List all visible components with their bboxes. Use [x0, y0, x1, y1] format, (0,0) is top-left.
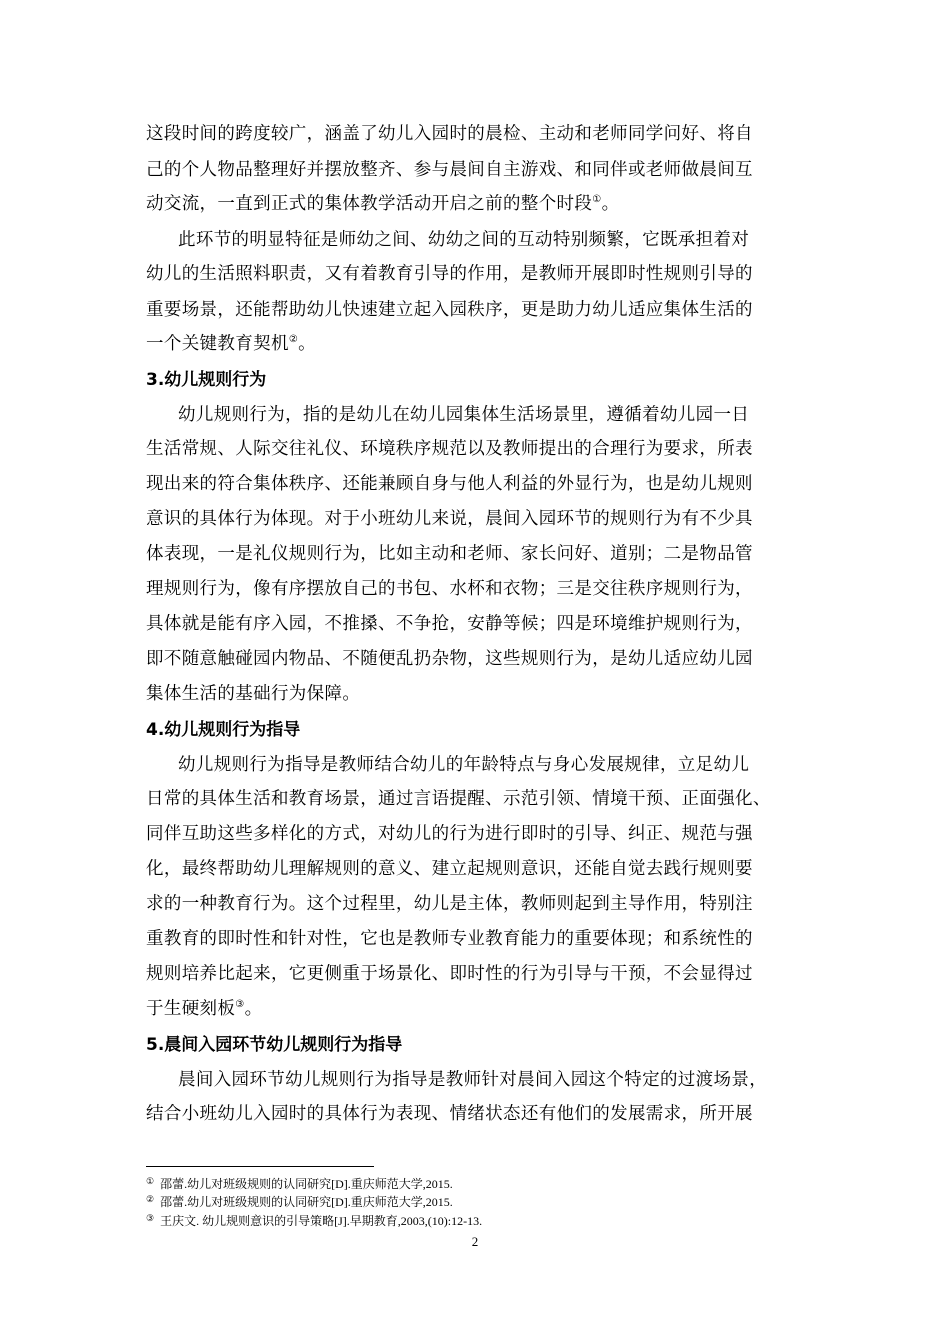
body-text-line: 这段时间的跨度较广，涵盖了幼儿入园时的晨检、主动和老师同学问好、将自	[146, 124, 753, 144]
body-text-line: 幼儿的生活照料职责，又有着教育引导的作用，是教师开展即时性规则引导的	[146, 264, 753, 284]
body-text-line: 具体就是能有序入园，不推搡、不争抢，安静等候；四是环境维护规则行为，	[146, 614, 753, 634]
body-text-line: 己的个人物品整理好并摆放整齐、参与晨间自主游戏、和同伴或老师做晨间互	[146, 160, 753, 180]
footnote-ref: ①	[592, 194, 602, 205]
footnote: ① 邵蕾.幼儿对班级规则的认同研究[D].重庆师范大学,2015.	[146, 1176, 453, 1191]
section-heading: 4.幼儿规则行为指导	[146, 720, 301, 740]
body-text-line: 晨间入园环节幼儿规则行为指导是教师针对晨间入园这个特定的过渡场景，	[178, 1070, 768, 1090]
footnote-ref: ③	[235, 999, 245, 1010]
body-text-line: 即不随意触碰园内物品、不随便乱扔杂物，这些规则行为，是幼儿适应幼儿园	[146, 649, 753, 669]
body-text-line: 一个关键教育契机②。	[146, 334, 316, 354]
body-text-line: 规则培养比起来，它更侧重于场景化、即时性的行为引导与干预，不会显得过	[146, 964, 753, 984]
body-text-line: 集体生活的基础行为保障。	[146, 684, 361, 704]
body-text-line: 生活常规、人际交往礼仪、环境秩序规范以及教师提出的合理行为要求，所表	[146, 439, 753, 459]
body-text-line: 求的一种教育行为。这个过程里，幼儿是主体，教师则起到主导作用，特别注	[146, 894, 753, 914]
body-text-line: 重教育的即时性和针对性，它也是教师专业教育能力的重要体现；和系统性的	[146, 929, 753, 949]
footnote-ref: ②	[288, 334, 299, 345]
section-heading: 3.幼儿规则行为	[146, 370, 267, 390]
page-number: 2	[471, 1234, 479, 1249]
body-text-line: 理规则行为，像有序摆放自己的书包、水杯和衣物；三是交往秩序规则行为，	[146, 579, 753, 599]
body-text-line: 重要场景，还能帮助幼儿快速建立起入园秩序，更是助力幼儿适应集体生活的	[146, 300, 753, 320]
body-text-line: 动交流，一直到正式的集体教学活动开启之前的整个时段①。	[146, 194, 620, 214]
footnote: ③ 王庆文. 幼儿规则意识的引导策略[J].早期教育,2003,(10):12-13.	[146, 1213, 483, 1228]
body-text-line: 幼儿规则行为指导是教师结合幼儿的年龄特点与身心发展规律，立足幼儿	[178, 755, 750, 775]
body-text-line: 此环节的明显特征是师幼之间、幼幼之间的互动特别频繁，它既承担着对	[178, 230, 750, 250]
body-text-line: 日常的具体生活和教育场景，通过言语提醒、示范引领、情境干预、正面强化、	[146, 789, 771, 809]
footnote: ② 邵蕾.幼儿对班级规则的认同研究[D].重庆师范大学,2015.	[146, 1194, 453, 1209]
footnote-divider	[146, 1166, 374, 1167]
body-text-line: 幼儿规则行为，指的是幼儿在幼儿园集体生活场景里，遵循着幼儿园一日	[178, 405, 750, 425]
body-text-line: 意识的具体行为体现。对于小班幼儿来说，晨间入园环节的规则行为有不少具	[146, 509, 753, 529]
body-text-line: 化，最终帮助幼儿理解规则的意义、建立起规则意识，还能自觉去践行规则要	[146, 859, 753, 879]
section-heading: 5.晨间入园环节幼儿规则行为指导	[146, 1035, 403, 1055]
body-text-line: 结合小班幼儿入园时的具体行为表现、情绪状态还有他们的发展需求，所开展	[146, 1104, 753, 1124]
body-text-line: 现出来的符合集体秩序、还能兼顾自身与他人利益的外显行为，也是幼儿规则	[146, 474, 753, 494]
body-text-line: 体表现，一是礼仪规则行为，比如主动和老师、家长问好、道别；二是物品管	[146, 544, 753, 564]
body-text-line: 同伴互助这些多样化的方式，对幼儿的行为进行即时的引导、纠正、规范与强	[146, 824, 753, 844]
body-text-line: 于生硬刻板③。	[146, 999, 263, 1019]
